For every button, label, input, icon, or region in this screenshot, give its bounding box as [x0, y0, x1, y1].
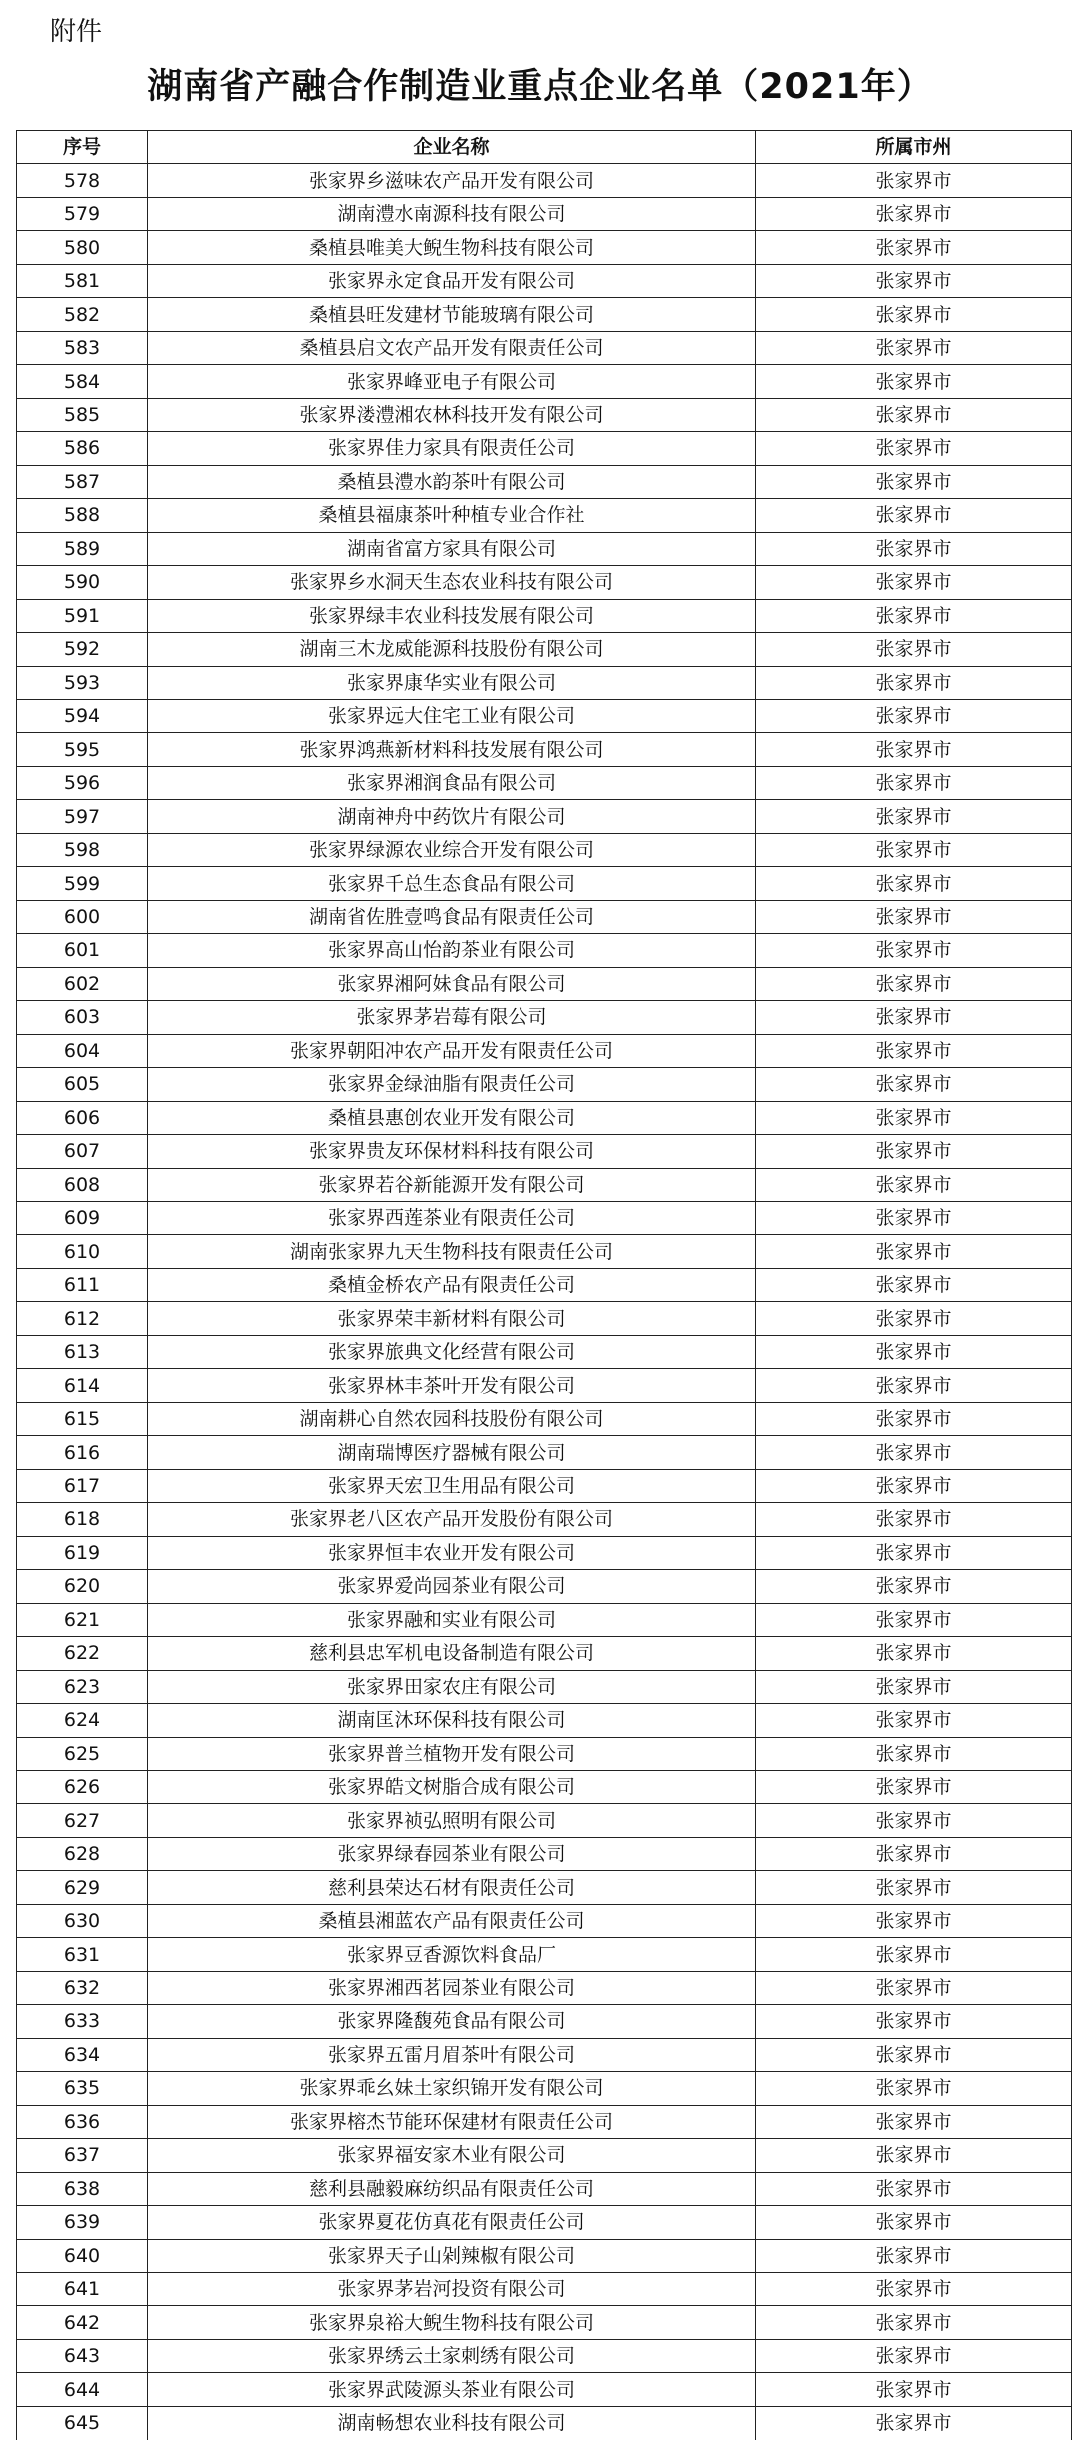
- cell-city: 张家界市: [756, 2172, 1072, 2205]
- cell-serial-number: 617: [17, 1469, 148, 1502]
- cell-city: 张家界市: [756, 499, 1072, 532]
- cell-company-name: 张家界茅岩河投资有限公司: [148, 2273, 756, 2306]
- cell-company-name: 张家界溇澧湘农林科技开发有限公司: [148, 398, 756, 431]
- table-row: [17, 1335, 1072, 1368]
- cell-city: 张家界市: [756, 2373, 1072, 2406]
- cell-serial-number: 607: [17, 1135, 148, 1168]
- table-row: [17, 1603, 1072, 1636]
- cell-company-name: 桑植县湘蓝农产品有限责任公司: [148, 1904, 756, 1937]
- table-row: [17, 1369, 1072, 1402]
- cell-city: 张家界市: [756, 633, 1072, 666]
- cell-serial-number: 643: [17, 2339, 148, 2372]
- cell-serial-number: 606: [17, 1101, 148, 1134]
- cell-city: 张家界市: [756, 231, 1072, 264]
- cell-company-name: 张家界湘西茗园茶业有限公司: [148, 1971, 756, 2004]
- cell-serial-number: 625: [17, 1737, 148, 1770]
- cell-city: 张家界市: [756, 1971, 1072, 2004]
- cell-city: 张家界市: [756, 2005, 1072, 2038]
- cell-city: 张家界市: [756, 800, 1072, 833]
- cell-city: 张家界市: [756, 2072, 1072, 2105]
- cell-city: 张家界市: [756, 264, 1072, 297]
- cell-serial-number: 619: [17, 1536, 148, 1569]
- cell-city: 张家界市: [756, 1938, 1072, 1971]
- cell-serial-number: 601: [17, 934, 148, 967]
- cell-company-name: 张家界高山怡韵茶业有限公司: [148, 934, 756, 967]
- cell-serial-number: 590: [17, 566, 148, 599]
- cell-company-name: 张家界田家农庄有限公司: [148, 1670, 756, 1703]
- cell-city: 张家界市: [756, 1202, 1072, 1235]
- cell-serial-number: 586: [17, 432, 148, 465]
- cell-company-name: 湖南张家界九天生物科技有限责任公司: [148, 1235, 756, 1268]
- cell-company-name: 张家界榕杰节能环保建材有限责任公司: [148, 2105, 756, 2138]
- cell-company-name: 张家界老八区农产品开发股份有限公司: [148, 1503, 756, 1536]
- table-row: [17, 800, 1072, 833]
- cell-serial-number: 616: [17, 1436, 148, 1469]
- cell-serial-number: 602: [17, 967, 148, 1000]
- table-row: [17, 432, 1072, 465]
- cell-serial-number: 608: [17, 1168, 148, 1201]
- header-company-name: 企业名称: [148, 131, 756, 164]
- table-row: [17, 465, 1072, 498]
- cell-serial-number: 581: [17, 264, 148, 297]
- cell-serial-number: 592: [17, 633, 148, 666]
- table-row: [17, 599, 1072, 632]
- cell-serial-number: 597: [17, 800, 148, 833]
- cell-city: 张家界市: [756, 867, 1072, 900]
- cell-city: 张家界市: [756, 566, 1072, 599]
- cell-serial-number: 634: [17, 2038, 148, 2071]
- table-row: [17, 1904, 1072, 1937]
- cell-company-name: 湖南瑞博医疗器械有限公司: [148, 1436, 756, 1469]
- table-row: [17, 833, 1072, 866]
- cell-city: 张家界市: [756, 2406, 1072, 2439]
- cell-city: 张家界市: [756, 1168, 1072, 1201]
- cell-company-name: 张家界恒丰农业开发有限公司: [148, 1536, 756, 1569]
- table-row: [17, 2406, 1072, 2439]
- cell-city: 张家界市: [756, 1335, 1072, 1368]
- table-row: [17, 398, 1072, 431]
- table-row: [17, 2373, 1072, 2406]
- cell-city: 张家界市: [756, 1268, 1072, 1301]
- cell-city: 张家界市: [756, 1469, 1072, 1502]
- table-row: [17, 1737, 1072, 1770]
- cell-serial-number: 598: [17, 833, 148, 866]
- cell-company-name: 张家界茅岩莓有限公司: [148, 1001, 756, 1034]
- table-row: [17, 2273, 1072, 2306]
- table-row: [17, 666, 1072, 699]
- cell-serial-number: 593: [17, 666, 148, 699]
- cell-company-name: 张家界福安家木业有限公司: [148, 2139, 756, 2172]
- cell-company-name: 张家界乡水洞天生态农业科技有限公司: [148, 566, 756, 599]
- cell-company-name: 张家界夏花仿真花有限责任公司: [148, 2206, 756, 2239]
- cell-city: 张家界市: [756, 1536, 1072, 1569]
- cell-company-name: 张家界爱尚园茶业有限公司: [148, 1570, 756, 1603]
- cell-company-name: 桑植金桥农产品有限责任公司: [148, 1268, 756, 1301]
- table-row: [17, 1804, 1072, 1837]
- cell-city: 张家界市: [756, 331, 1072, 364]
- table-row: [17, 633, 1072, 666]
- table-row: [17, 2339, 1072, 2372]
- table-row: [17, 331, 1072, 364]
- table-row: [17, 264, 1072, 297]
- cell-city: 张家界市: [756, 1804, 1072, 1837]
- cell-company-name: 张家界豆香源饮料食品厂: [148, 1938, 756, 1971]
- cell-city: 张家界市: [756, 1135, 1072, 1168]
- cell-serial-number: 596: [17, 766, 148, 799]
- cell-company-name: 张家界旅典文化经营有限公司: [148, 1335, 756, 1368]
- cell-serial-number: 604: [17, 1034, 148, 1067]
- cell-company-name: 张家界乖幺妹土家织锦开发有限公司: [148, 2072, 756, 2105]
- cell-city: 张家界市: [756, 699, 1072, 732]
- cell-serial-number: 636: [17, 2105, 148, 2138]
- cell-city: 张家界市: [756, 2139, 1072, 2172]
- table-row: [17, 699, 1072, 732]
- cell-company-name: 湖南省佐胜壹鸣食品有限责任公司: [148, 900, 756, 933]
- cell-company-name: 湖南澧水南源科技有限公司: [148, 197, 756, 230]
- cell-company-name: 张家界五雷月眉茶叶有限公司: [148, 2038, 756, 2071]
- cell-serial-number: 612: [17, 1302, 148, 1335]
- cell-company-name: 张家界绿春园茶业有限公司: [148, 1837, 756, 1870]
- table-row: [17, 1402, 1072, 1435]
- cell-serial-number: 589: [17, 532, 148, 565]
- cell-city: 张家界市: [756, 900, 1072, 933]
- table-row: [17, 1503, 1072, 1536]
- table-row: [17, 1235, 1072, 1268]
- cell-company-name: 桑植县唯美大鲵生物科技有限公司: [148, 231, 756, 264]
- cell-city: 张家界市: [756, 2206, 1072, 2239]
- cell-serial-number: 615: [17, 1402, 148, 1435]
- cell-serial-number: 585: [17, 398, 148, 431]
- cell-city: 张家界市: [756, 1637, 1072, 1670]
- cell-company-name: 湖南省富方家具有限公司: [148, 532, 756, 565]
- cell-city: 张家界市: [756, 2105, 1072, 2138]
- table-row: [17, 900, 1072, 933]
- table-row: [17, 2038, 1072, 2071]
- cell-city: 张家界市: [756, 1670, 1072, 1703]
- cell-city: 张家界市: [756, 1402, 1072, 1435]
- cell-serial-number: 600: [17, 900, 148, 933]
- table-row: [17, 2206, 1072, 2239]
- cell-company-name: 桑植县旺发建材节能玻璃有限公司: [148, 298, 756, 331]
- cell-serial-number: 637: [17, 2139, 148, 2172]
- table-row: [17, 1101, 1072, 1134]
- cell-serial-number: 611: [17, 1268, 148, 1301]
- cell-serial-number: 642: [17, 2306, 148, 2339]
- cell-city: 张家界市: [756, 2239, 1072, 2272]
- cell-city: 张家界市: [756, 398, 1072, 431]
- cell-city: 张家界市: [756, 967, 1072, 1000]
- cell-serial-number: 623: [17, 1670, 148, 1703]
- cell-company-name: 张家界西莲茶业有限责任公司: [148, 1202, 756, 1235]
- cell-serial-number: 628: [17, 1837, 148, 1870]
- table-row: [17, 2239, 1072, 2272]
- cell-serial-number: 582: [17, 298, 148, 331]
- attachment-label: 附件: [50, 17, 103, 47]
- cell-serial-number: 594: [17, 699, 148, 732]
- cell-serial-number: 627: [17, 1804, 148, 1837]
- cell-company-name: 桑植县福康茶叶种植专业合作社: [148, 499, 756, 532]
- cell-city: 张家界市: [756, 532, 1072, 565]
- table-row: [17, 164, 1072, 197]
- cell-company-name: 湖南耕心自然农园科技股份有限公司: [148, 1402, 756, 1435]
- cell-city: 张家界市: [756, 1503, 1072, 1536]
- table-row: [17, 1001, 1072, 1034]
- cell-city: 张家界市: [756, 2273, 1072, 2306]
- cell-city: 张家界市: [756, 1101, 1072, 1134]
- table-row: [17, 1871, 1072, 1904]
- table-row: [17, 2306, 1072, 2339]
- cell-city: 张家界市: [756, 2038, 1072, 2071]
- cell-serial-number: 639: [17, 2206, 148, 2239]
- table-row: [17, 1570, 1072, 1603]
- cell-city: 张家界市: [756, 164, 1072, 197]
- cell-serial-number: 584: [17, 365, 148, 398]
- cell-city: 张家界市: [756, 465, 1072, 498]
- cell-city: 张家界市: [756, 1704, 1072, 1737]
- cell-company-name: 湖南畅想农业科技有限公司: [148, 2406, 756, 2439]
- table-row: [17, 2105, 1072, 2138]
- cell-company-name: 张家界荣丰新材料有限公司: [148, 1302, 756, 1335]
- cell-city: 张家界市: [756, 197, 1072, 230]
- table-row: [17, 1704, 1072, 1737]
- table-row: [17, 1068, 1072, 1101]
- cell-serial-number: 578: [17, 164, 148, 197]
- cell-city: 张家界市: [756, 599, 1072, 632]
- cell-city: 张家界市: [756, 1068, 1072, 1101]
- cell-city: 张家界市: [756, 2306, 1072, 2339]
- table-row: [17, 1770, 1072, 1803]
- cell-city: 张家界市: [756, 1603, 1072, 1636]
- cell-company-name: 张家界天子山剁辣椒有限公司: [148, 2239, 756, 2272]
- cell-company-name: 湖南三木龙威能源科技股份有限公司: [148, 633, 756, 666]
- cell-serial-number: 635: [17, 2072, 148, 2105]
- cell-serial-number: 633: [17, 2005, 148, 2038]
- cell-serial-number: 644: [17, 2373, 148, 2406]
- cell-company-name: 张家界千总生态食品有限公司: [148, 867, 756, 900]
- table-row: [17, 1202, 1072, 1235]
- cell-serial-number: 605: [17, 1068, 148, 1101]
- cell-city: 张家界市: [756, 1837, 1072, 1870]
- cell-serial-number: 638: [17, 2172, 148, 2205]
- cell-serial-number: 622: [17, 1637, 148, 1670]
- cell-company-name: 张家界湘润食品有限公司: [148, 766, 756, 799]
- cell-city: 张家界市: [756, 298, 1072, 331]
- cell-company-name: 张家界朝阳冲农产品开发有限责任公司: [148, 1034, 756, 1067]
- cell-company-name: 桑植县惠创农业开发有限公司: [148, 1101, 756, 1134]
- enterprise-table: [16, 130, 1072, 2440]
- cell-company-name: 湖南匡沐环保科技有限公司: [148, 1704, 756, 1737]
- cell-city: 张家界市: [756, 1235, 1072, 1268]
- cell-company-name: 桑植县启文农产品开发有限责任公司: [148, 331, 756, 364]
- cell-company-name: 张家界融和实业有限公司: [148, 1603, 756, 1636]
- cell-company-name: 张家界泉裕大鲵生物科技有限公司: [148, 2306, 756, 2339]
- table-row: [17, 1436, 1072, 1469]
- cell-company-name: 张家界绣云土家刺绣有限公司: [148, 2339, 756, 2372]
- table-row: [17, 967, 1072, 1000]
- cell-company-name: 张家界林丰茶叶开发有限公司: [148, 1369, 756, 1402]
- cell-serial-number: 618: [17, 1503, 148, 1536]
- cell-serial-number: 595: [17, 733, 148, 766]
- table-row: [17, 2172, 1072, 2205]
- table-row: [17, 1302, 1072, 1335]
- cell-serial-number: 614: [17, 1369, 148, 1402]
- cell-company-name: 张家界祯弘照明有限公司: [148, 1804, 756, 1837]
- cell-serial-number: 580: [17, 231, 148, 264]
- cell-company-name: 张家界绿源农业综合开发有限公司: [148, 833, 756, 866]
- cell-serial-number: 621: [17, 1603, 148, 1636]
- cell-company-name: 张家界乡滋味农产品开发有限公司: [148, 164, 756, 197]
- cell-city: 张家界市: [756, 1770, 1072, 1803]
- cell-city: 张家界市: [756, 666, 1072, 699]
- cell-city: 张家界市: [756, 1570, 1072, 1603]
- cell-company-name: 慈利县忠军机电设备制造有限公司: [148, 1637, 756, 1670]
- table-row: [17, 1837, 1072, 1870]
- cell-serial-number: 630: [17, 1904, 148, 1937]
- table-body: [17, 164, 1072, 2440]
- cell-serial-number: 603: [17, 1001, 148, 1034]
- header-serial-number: 序号: [17, 131, 148, 164]
- cell-city: 张家界市: [756, 934, 1072, 967]
- table-row: [17, 766, 1072, 799]
- table-row: [17, 1971, 1072, 2004]
- cell-city: 张家界市: [756, 432, 1072, 465]
- cell-city: 张家界市: [756, 1302, 1072, 1335]
- cell-city: 张家界市: [756, 833, 1072, 866]
- cell-company-name: 张家界金绿油脂有限责任公司: [148, 1068, 756, 1101]
- cell-serial-number: 631: [17, 1938, 148, 1971]
- header-city: 所属市州: [756, 131, 1072, 164]
- cell-serial-number: 579: [17, 197, 148, 230]
- cell-company-name: 张家界绿丰农业科技发展有限公司: [148, 599, 756, 632]
- cell-city: 张家界市: [756, 733, 1072, 766]
- table-row: [17, 197, 1072, 230]
- cell-company-name: 桑植县澧水韵茶叶有限公司: [148, 465, 756, 498]
- cell-serial-number: 599: [17, 867, 148, 900]
- table-row: [17, 733, 1072, 766]
- cell-company-name: 张家界天宏卫生用品有限公司: [148, 1469, 756, 1502]
- table-row: [17, 1168, 1072, 1201]
- cell-city: 张家界市: [756, 1369, 1072, 1402]
- cell-company-name: 张家界贵友环保材料科技有限公司: [148, 1135, 756, 1168]
- cell-serial-number: 591: [17, 599, 148, 632]
- cell-serial-number: 583: [17, 331, 148, 364]
- cell-serial-number: 610: [17, 1235, 148, 1268]
- cell-serial-number: 629: [17, 1871, 148, 1904]
- table-row: [17, 298, 1072, 331]
- cell-company-name: 张家界湘阿妹食品有限公司: [148, 967, 756, 1000]
- table-row: [17, 231, 1072, 264]
- cell-city: 张家界市: [756, 1001, 1072, 1034]
- cell-serial-number: 626: [17, 1770, 148, 1803]
- cell-serial-number: 588: [17, 499, 148, 532]
- table-row: [17, 499, 1072, 532]
- table-row: [17, 1637, 1072, 1670]
- cell-city: 张家界市: [756, 1436, 1072, 1469]
- table-row: [17, 1938, 1072, 1971]
- cell-company-name: 张家界武陵源头茶业有限公司: [148, 2373, 756, 2406]
- cell-serial-number: 613: [17, 1335, 148, 1368]
- table-row: [17, 2005, 1072, 2038]
- table-row: [17, 532, 1072, 565]
- cell-serial-number: 640: [17, 2239, 148, 2272]
- cell-company-name: 张家界鸿燕新材料科技发展有限公司: [148, 733, 756, 766]
- cell-serial-number: 609: [17, 1202, 148, 1235]
- cell-company-name: 慈利县荣达石材有限责任公司: [148, 1871, 756, 1904]
- cell-city: 张家界市: [756, 365, 1072, 398]
- cell-serial-number: 624: [17, 1704, 148, 1737]
- table-row: [17, 365, 1072, 398]
- cell-city: 张家界市: [756, 1034, 1072, 1067]
- cell-city: 张家界市: [756, 2339, 1072, 2372]
- table-row: [17, 2139, 1072, 2172]
- cell-serial-number: 620: [17, 1570, 148, 1603]
- cell-serial-number: 587: [17, 465, 148, 498]
- cell-company-name: 张家界若谷新能源开发有限公司: [148, 1168, 756, 1201]
- table-row: [17, 1268, 1072, 1301]
- page-title: 湖南省产融合作制造业重点企业名单（2021年）: [147, 67, 933, 107]
- cell-company-name: 张家界普兰植物开发有限公司: [148, 1737, 756, 1770]
- cell-serial-number: 632: [17, 1971, 148, 2004]
- table-row: [17, 1469, 1072, 1502]
- cell-company-name: 张家界皓文树脂合成有限公司: [148, 1770, 756, 1803]
- cell-company-name: 张家界峰亚电子有限公司: [148, 365, 756, 398]
- cell-city: 张家界市: [756, 766, 1072, 799]
- cell-company-name: 张家界永定食品开发有限公司: [148, 264, 756, 297]
- cell-company-name: 张家界佳力家具有限责任公司: [148, 432, 756, 465]
- table-row: [17, 2072, 1072, 2105]
- table-row: [17, 1034, 1072, 1067]
- cell-company-name: 张家界远大住宅工业有限公司: [148, 699, 756, 732]
- cell-city: 张家界市: [756, 1737, 1072, 1770]
- table-row: [17, 1670, 1072, 1703]
- table-header-row: [17, 131, 1072, 164]
- cell-serial-number: 641: [17, 2273, 148, 2306]
- cell-company-name: 慈利县融毅麻纺织品有限责任公司: [148, 2172, 756, 2205]
- cell-company-name: 湖南神舟中药饮片有限公司: [148, 800, 756, 833]
- cell-company-name: 张家界康华实业有限公司: [148, 666, 756, 699]
- cell-city: 张家界市: [756, 1904, 1072, 1937]
- cell-company-name: 张家界隆馥苑食品有限公司: [148, 2005, 756, 2038]
- cell-city: 张家界市: [756, 1871, 1072, 1904]
- table-row: [17, 867, 1072, 900]
- cell-serial-number: 645: [17, 2406, 148, 2439]
- table-row: [17, 566, 1072, 599]
- table-row: [17, 1135, 1072, 1168]
- table-row: [17, 934, 1072, 967]
- table-row: [17, 1536, 1072, 1569]
